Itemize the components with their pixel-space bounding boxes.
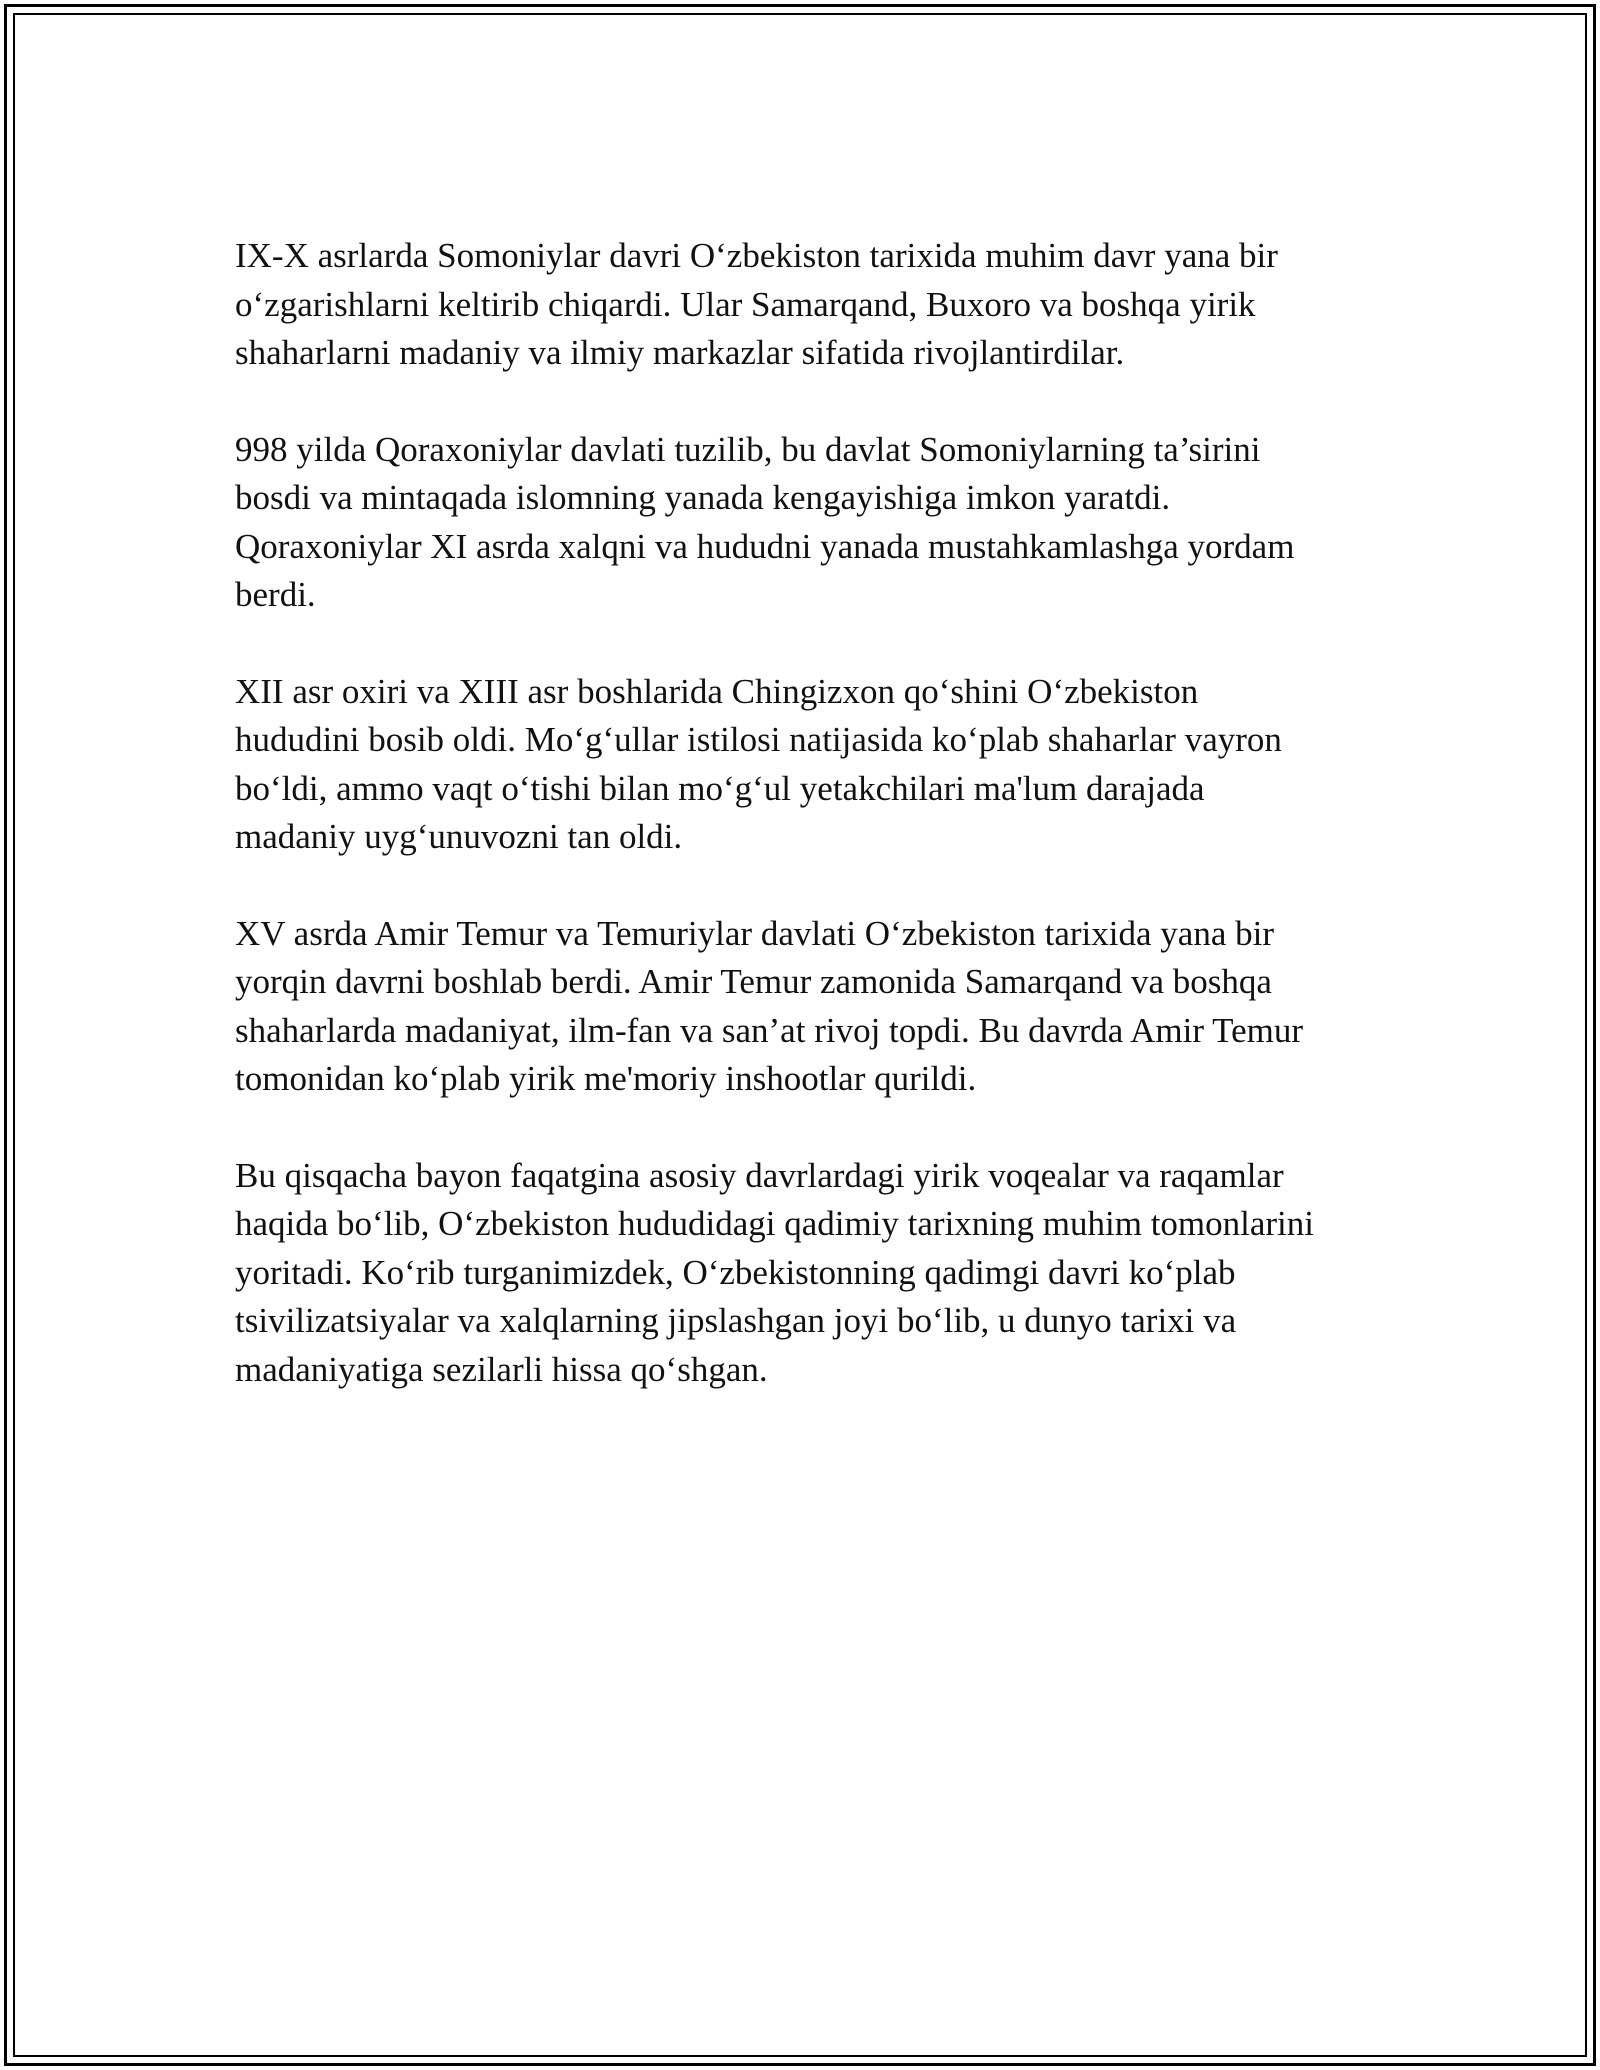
paragraph-summary: Bu qisqacha bayon faqatgina asosiy davrlardagi yirik voqealar va raqamlar haqida bo‘lib, O‘zbekiston hududidagi qadimiy tarixning muhim tomonlarini yoritadi. Ko‘rib turganimizdek, O‘zbekistonning qadimgi davri ko‘plab tsivilizatsiyalar va xalqlarning jipslashgan joyi bo‘lib, u dunyo tarixi va madaniyatiga sezilarli hissa qo‘shgan.: [235, 1155, 1315, 1389]
paragraph-somoniylar: IX-X asrlarda Somoniylar davri O‘zbekiston tarixida muhim davr yana bir o‘zgarishlarni keltirib chiqardi. Ular Samarqand, Buxoro va boshqa yirik shaharlarni madaniy va ilmiy markazlar sifatida rivojlantirdilar.: [235, 236, 1278, 372]
paragraph-qoraxoniylar: 998 yilda Qoraxoniylar davlati tuzilib, bu davlat Somoniylarning ta’sirini bosdi va mintaqada islomning yanada kengayishiga imkon yaratdi. Qoraxoniylar XI asrda xalqni va hududni yanada mustahkamlashga yordam berdi.: [235, 429, 1295, 614]
paragraph-amir-temur: XV asrda Amir Temur va Temuriylar davlati O‘zbekiston tarixida yana bir yorqin davrni boshlab berdi. Amir Temur zamonida Samarqand va boshqa shaharlarda madaniyat, ilm-fan va san’at rivoj topdi. Bu davrda Amir Temur tomonidan ko‘plab yirik me'moriy inshootlar qurildi.: [235, 913, 1303, 1098]
paragraph-chingizxon: XII asr oxiri va XIII asr boshlarida Chingizxon qo‘shini O‘zbekiston hududini bosib oldi. Mo‘g‘ullar istilosi natijasida ko‘plab shaharlar vayron bo‘ldi, ammo vaqt o‘tishi bilan mo‘g‘ul yetakchilari ma'lum darajada madaniy uyg‘unuvozni tan oldi.: [235, 671, 1282, 856]
document-body: [235, 232, 1375, 1442]
